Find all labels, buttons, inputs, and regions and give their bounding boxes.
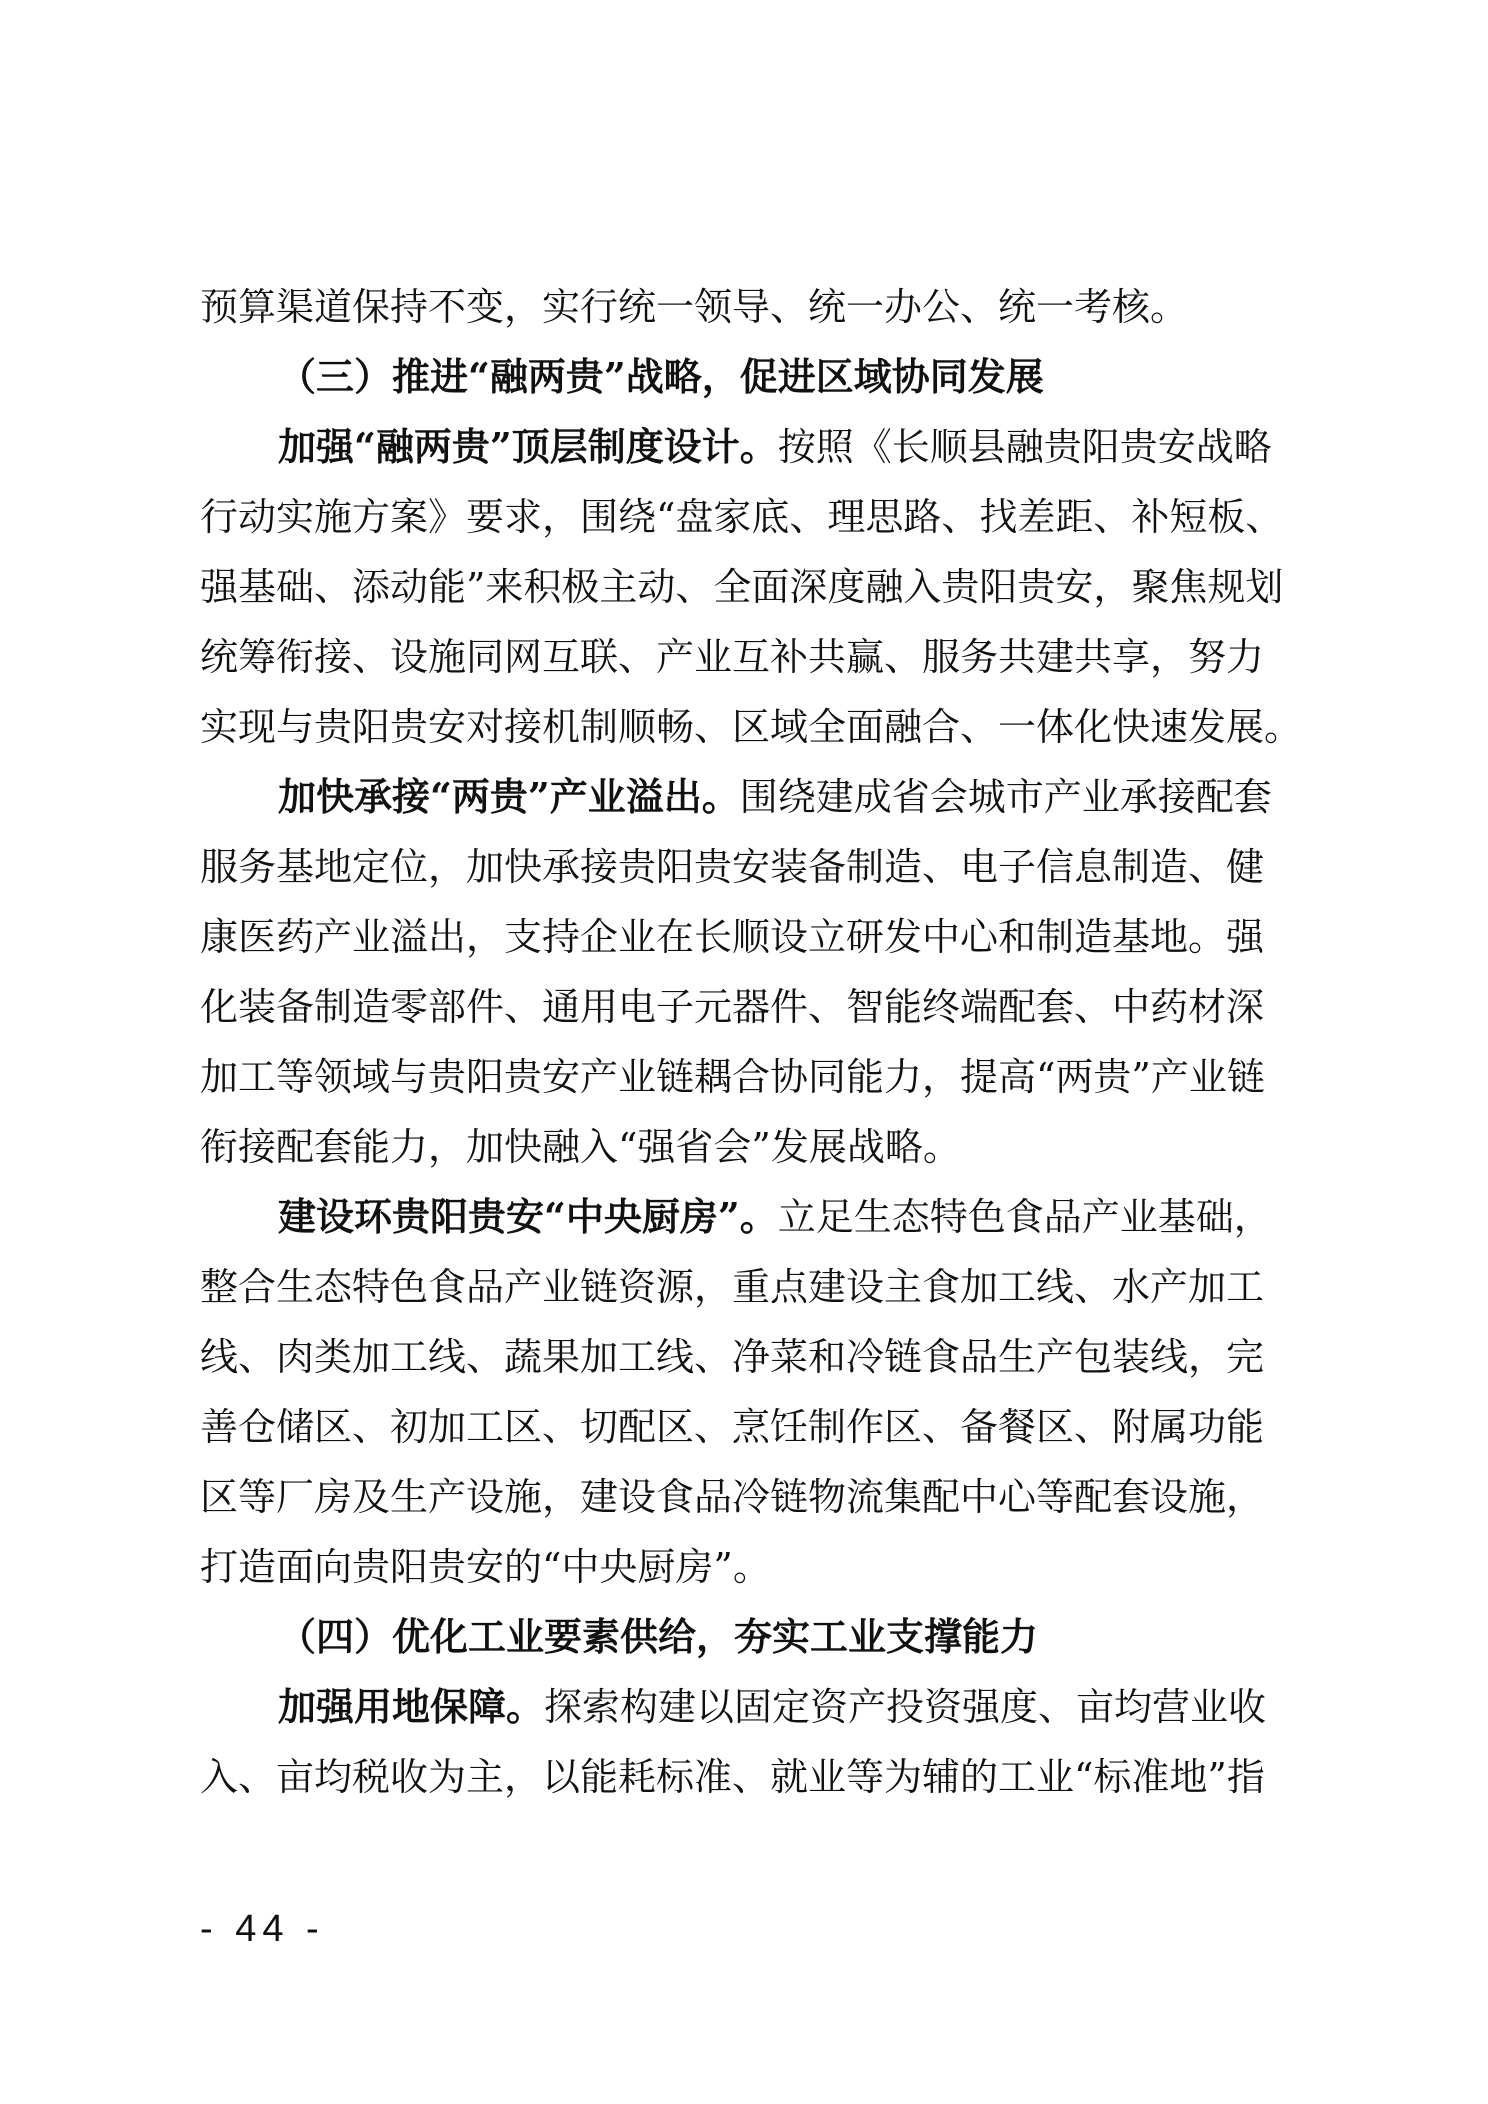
section-heading-4: （四）优化工业要素供给，夯实工业支撑能力 [278,1614,1039,1659]
paragraph-line: 线、肉类加工线、蔬果加工线、净菜和冷链食品生产包装线，完 [200,1335,1265,1379]
paragraph-line: 强基础、添动能”来积极主动、全面深度融入贵阳贵安，聚焦规划 [200,565,1284,609]
paragraph-line: 预算渠道保持不变，实行统一领导、统一办公、统一考核。 [200,285,1189,329]
paragraph-line: 衔接配套能力，加快融入“强省会”发展战略。 [200,1125,961,1169]
paragraph-line [200,762,1300,832]
paragraph-line: 服务基地定位，加快承接贵阳贵安装备制造、电子信息制造、健 [200,845,1265,889]
paragraph-lead: 建设环贵阳贵安“中央厨房”。 [278,1194,778,1239]
paragraph-line: 康医药产业溢出，支持企业在长顺设立研发中心和制造基地。强 [200,915,1265,959]
paragraph-text: 围绕建成省会城市产业承接配套 [739,775,1272,819]
body-text [200,272,1303,1812]
paragraph-line: 区等厂房及生产设施，建设食品冷链物流集配中心等配套设施， [200,1475,1265,1519]
page-number: - 44 - [200,1908,325,1950]
paragraph-lead: 加强“融两贵”顶层制度设计。 [278,424,778,469]
paragraph-lead: 加强用地保障。 [278,1684,545,1729]
paragraph-text: 立足生态特色食品产业基础， [777,1195,1272,1239]
paragraph-line: 善仓储区、初加工区、切配区、烹饪制作区、备餐区、附属功能 [200,1405,1265,1449]
paragraph-line: 打造面向贵阳贵安的“中央厨房”。 [200,1545,771,1589]
paragraph-line: 入、亩均税收为主，以能耗标准、就业等为辅的工业“标准地”指 [200,1755,1265,1799]
paragraph-line: 化装备制造零部件、通用电子元器件、智能终端配套、中药材深 [200,985,1265,1029]
paragraph-line: 加工等领域与贵阳贵安产业链耦合协同能力，提高“两贵”产业链 [200,1055,1265,1099]
paragraph-line: 统筹衔接、设施同网互联、产业互补共赢、服务共建共享，努力 [200,635,1265,679]
paragraph-text: 按照《长顺县融贵阳贵安战略 [777,425,1272,469]
paragraph-line: 行动实施方案》要求，围绕“盘家底、理思路、找差距、补短板、 [200,495,1284,539]
paragraph-line: 整合生态特色食品产业链资源，重点建设主食加工线、水产加工 [200,1265,1265,1309]
paragraph-text: 探索构建以固定资产投资强度、亩均营业收 [544,1685,1267,1729]
paragraph-line [200,1182,1300,1252]
paragraph-lead: 加快承接“两贵”产业溢出。 [278,774,740,819]
paragraph-line [200,412,1300,482]
paragraph-line [200,1672,1300,1742]
section-heading-3: （三）推进“融两贵”战略，促进区域协同发展 [278,354,1044,399]
paragraph-line: 实现与贵阳贵安对接机制顺畅、区域全面融合、一体化快速发展。 [200,705,1303,749]
